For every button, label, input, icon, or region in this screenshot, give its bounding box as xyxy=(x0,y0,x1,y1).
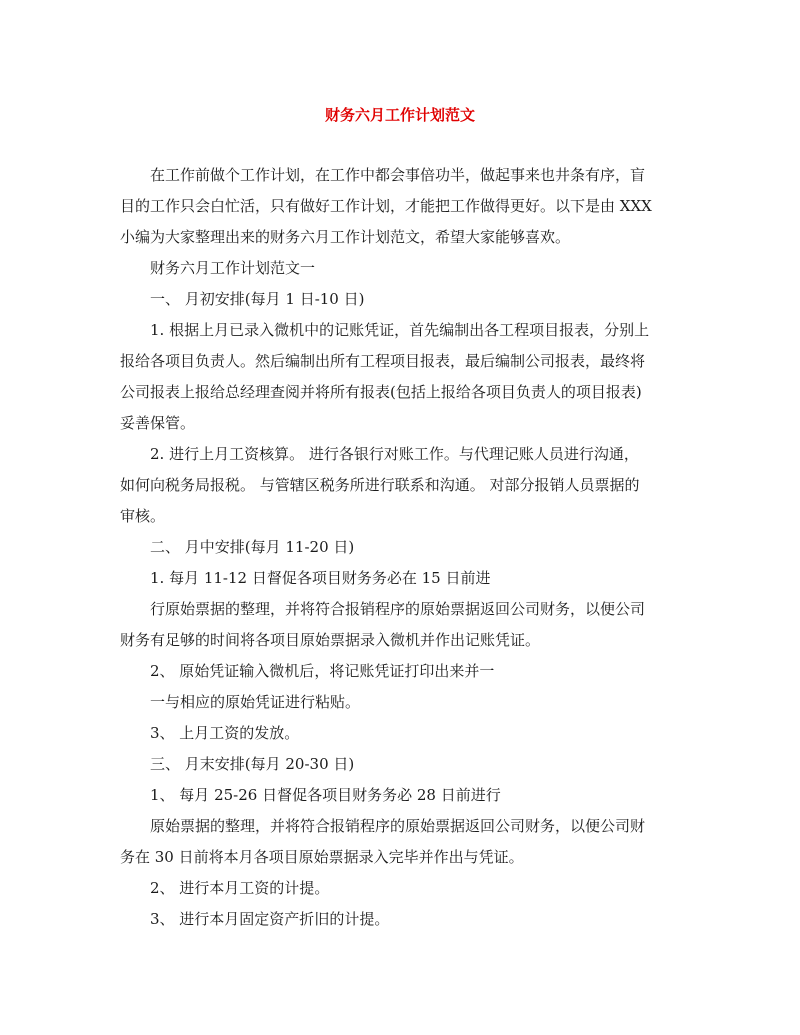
text-line: 1、 每月 25-26 日督促各项目财务务必 28 日前进行 xyxy=(150,786,501,804)
text-line: 2、 进行本月工资的计提。 xyxy=(150,879,330,897)
text-line: 妥善保管。 xyxy=(120,414,196,432)
text-line: 公司报表上报给总经理查阅并将所有报表(包括上报给各项目负责人的项目报表) xyxy=(120,383,642,401)
text-line: 3、 进行本月固定资产折旧的计提。 xyxy=(150,910,390,928)
text-line: 1. 根据上月已录入微机中的记账凭证，首先编制出各工程项目报表，分别上 xyxy=(150,321,650,339)
text-line: 3、 上月工资的发放。 xyxy=(150,724,300,742)
text-line: 报给各项目负责人。然后编制出所有工程项目报表，最后编制公司报表，最终将 xyxy=(120,352,646,370)
text-line: 2、 原始凭证输入微机后，将记账凭证打印出来并一 xyxy=(150,662,495,680)
text-line: 小编为大家整理出来的财务六月工作计划范文，希望大家能够喜欢。 xyxy=(120,228,571,246)
text-line: 在工作前做个工作计划，在工作中都会事倍功半，做起事来也井条有序，盲 xyxy=(150,166,646,184)
text-line: 财务有足够的时间将各项目原始票据录入微机并作出记账凭证。 xyxy=(120,631,541,649)
text-line: 审核。 xyxy=(120,507,166,525)
text-line: 行原始票据的整理，并将符合报销程序的原始票据返回公司财务，以便公司 xyxy=(150,600,646,618)
text-line: 原始票据的整理，并将符合报销程序的原始票据返回公司财务，以便公司财 xyxy=(150,817,646,835)
text-line: 目的工作只会白忙活，只有做好工作计划，才能把工作做得更好。以下是由 XXX xyxy=(120,197,652,215)
text-line: 务在 30 日前将本月各项目原始票据录入完毕并作出与凭证。 xyxy=(120,848,524,866)
text-line: 2. 进行上月工资核算。 进行各银行对账工作。与代理记账人员进行沟通， xyxy=(150,445,639,463)
document-title: 财务六月工作计划范文 xyxy=(324,106,475,124)
text-line: 一、 月初安排(每月 1 日-10 日) xyxy=(150,290,365,308)
text-line: 一与相应的原始凭证进行粘贴。 xyxy=(150,693,361,711)
text-line: 二、 月中安排(每月 11-20 日) xyxy=(150,538,355,556)
text-line: 财务六月工作计划范文一 xyxy=(150,259,316,277)
document-body xyxy=(120,160,680,935)
text-line: 三、 月末安排(每月 20-30 日) xyxy=(150,755,355,773)
text-line: 1. 每月 11-12 日督促各项目财务务必在 15 日前进 xyxy=(150,569,491,587)
text-line: 如何向税务局报税。 与管辖区税务所进行联系和沟通。 对部分报销人员票据的 xyxy=(120,476,640,494)
